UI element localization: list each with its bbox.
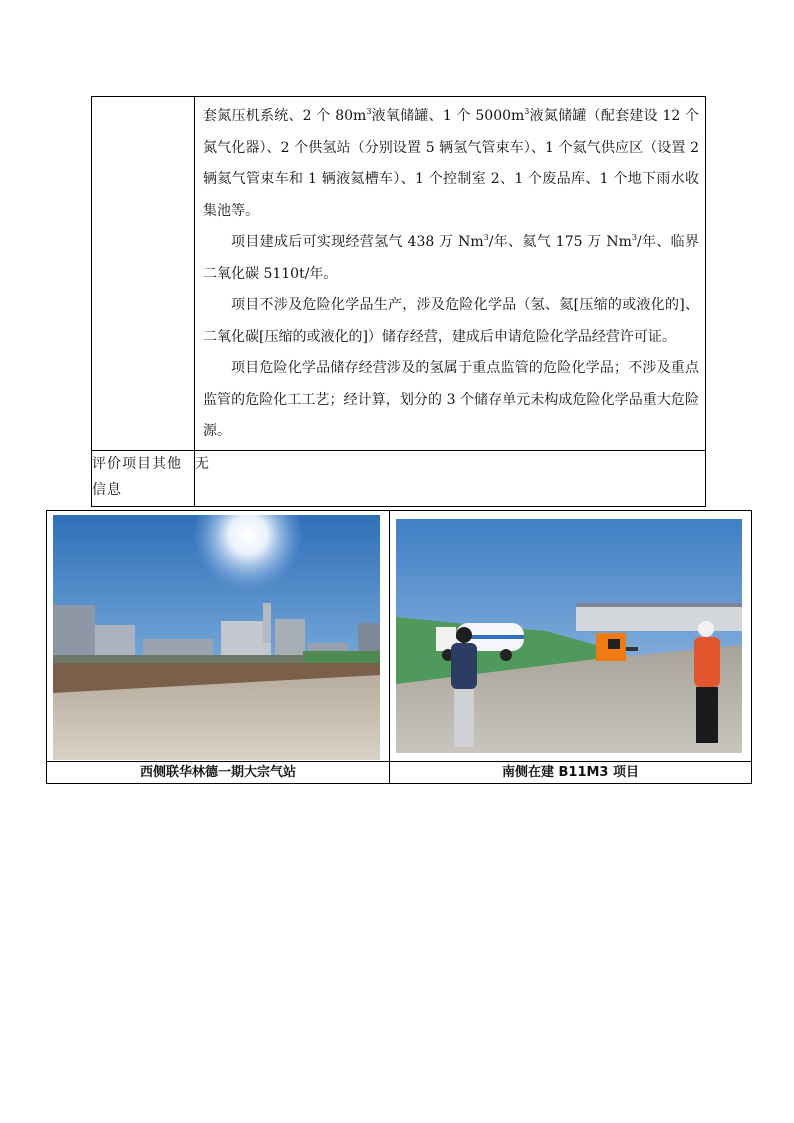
superscript-unit: 3 bbox=[366, 107, 372, 116]
paragraph-text: 液氮储罐（配套建设 12 个氮气化器）、2 个供氢站（分别设置 5 辆氢气管束车）、1 个氦气供应区（设置 2 辆氦气管束车和 1 辆液氦槽车）、1 个控制室 2、1 个废品库、1 个地下雨水收集池等。 bbox=[203, 108, 699, 219]
paragraph-text: 项目危险化学品储存经营涉及的氢属于重点监管的危险化学品；不涉及重点监管的危险化工工艺；经计算，划分的 3 个储存单元未构成危险化学品重大危险源。 bbox=[203, 360, 699, 439]
paragraph-text: 套氮压机系统、2 个 80m bbox=[203, 108, 367, 124]
photo-cell-south bbox=[390, 511, 752, 762]
empty-label-cell bbox=[92, 97, 195, 451]
description-paragraph bbox=[203, 101, 699, 227]
caption-row bbox=[47, 762, 752, 784]
description-paragraph bbox=[203, 227, 699, 290]
paragraph-text: 液氧储罐、1 个 5000m bbox=[371, 108, 525, 124]
project-description-body bbox=[195, 97, 705, 450]
other-info-value: 无 bbox=[195, 450, 706, 506]
west-site-photo bbox=[53, 515, 380, 760]
superscript-unit: 3 bbox=[524, 107, 530, 116]
superscript-unit: 3 bbox=[631, 233, 637, 242]
west-site-image bbox=[53, 515, 380, 760]
other-info-label: 评价项目其他信息 bbox=[92, 450, 195, 506]
photo-row bbox=[47, 511, 752, 762]
paragraph-text: 项目不涉及危险化学品生产，涉及危险化学品（氢、氦[压缩的或液化的]、二氧化碳[压缩的或液化的]）储存经营，建成后申请危险化学品经营许可证。 bbox=[203, 297, 699, 345]
description-paragraph bbox=[203, 290, 699, 353]
west-photo-caption: 西侧联华林德一期大宗气站 bbox=[47, 762, 390, 784]
paragraph-text: /年、氦气 175 万 Nm bbox=[488, 234, 632, 250]
photo-cell-west bbox=[47, 511, 390, 762]
paragraph-text: 项目建成后可实现经营氢气 438 万 Nm bbox=[231, 234, 484, 250]
site-photo-table bbox=[46, 510, 752, 784]
description-paragraph bbox=[203, 353, 699, 448]
project-info-table bbox=[91, 96, 706, 507]
table-row bbox=[92, 97, 706, 451]
south-site-image bbox=[396, 519, 742, 753]
table-row bbox=[92, 450, 706, 506]
project-description-cell bbox=[195, 97, 706, 451]
superscript-unit: 3 bbox=[483, 233, 489, 242]
south-photo-caption: 南侧在建 B11M3 项目 bbox=[390, 762, 752, 784]
paragraph-text: /年、临界二氧化碳 5110t/年。 bbox=[203, 234, 699, 282]
south-site-photo bbox=[396, 519, 742, 753]
